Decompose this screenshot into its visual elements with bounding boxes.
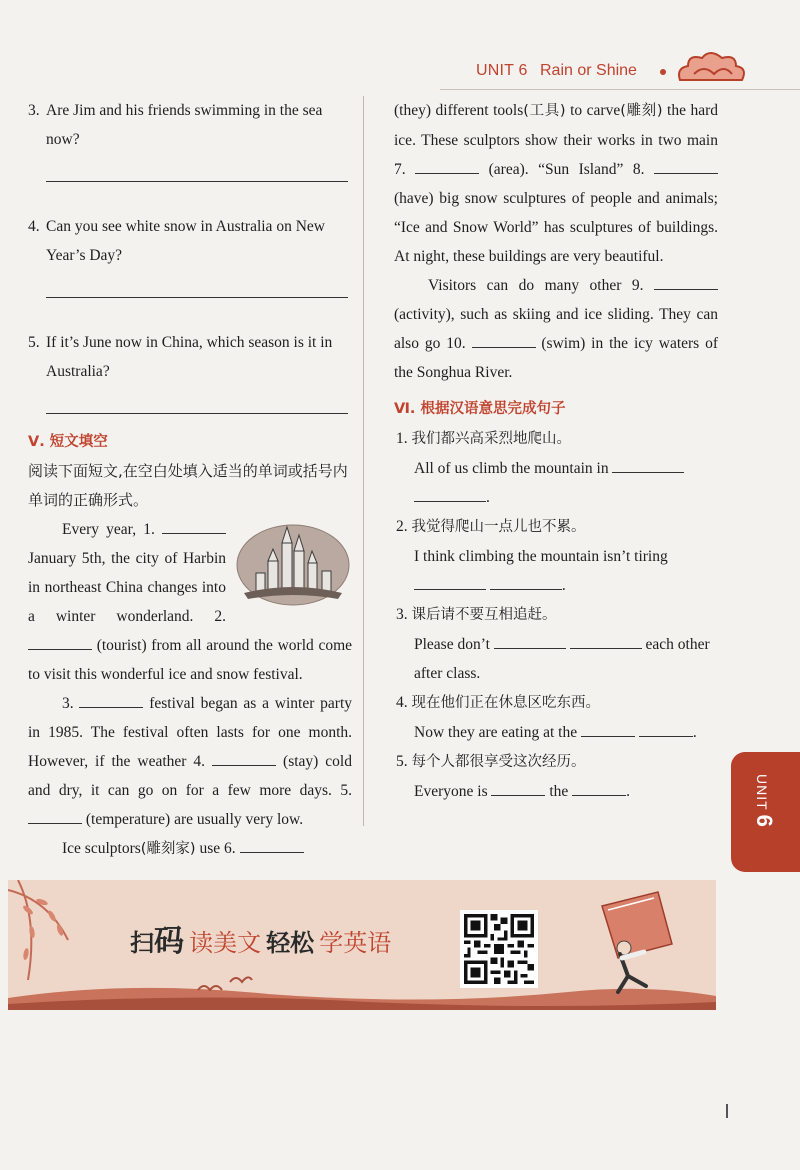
flying-reader-illustration: [588, 888, 684, 998]
blank[interactable]: [570, 634, 642, 649]
left-column: [28, 96, 352, 864]
question-text: Can you see white snow in Australia on New Year’s Day?: [46, 218, 325, 264]
unit-title: Rain or Shine: [540, 62, 637, 79]
passage-text: Ice sculptors: [62, 840, 141, 857]
passage-text: use 6.: [199, 840, 236, 857]
passage-paragraph-2: [28, 689, 352, 834]
side-tab-number: 6: [752, 814, 777, 827]
blank[interactable]: [639, 722, 693, 737]
item-english: .: [561, 577, 566, 594]
item-english: All of us climb the mountain in: [414, 460, 609, 477]
question-number: 5.: [28, 334, 40, 351]
slogan-word: 学英语: [319, 929, 392, 957]
passage-gloss: (雕刻): [620, 103, 663, 119]
slogan-word: 读美文: [189, 929, 262, 957]
blank-4[interactable]: [212, 751, 276, 766]
passage-text: festival began as a winter party in 1985. The festival often lasts for one month. However, if the weather 4.: [28, 695, 353, 770]
section-5-instruction: 阅读下面短文,在空白处填入适当的单词或括号内单词的正确形式。: [28, 462, 348, 509]
answer-line[interactable]: [46, 413, 348, 414]
item-english: Please don’t: [414, 636, 490, 653]
column-divider: [363, 96, 364, 826]
question-text: Are Jim and his friends swimming in the sea now?: [46, 102, 323, 148]
translation-item-3: [394, 600, 718, 688]
item-chinese: 现在他们正在休息区吃东西。: [411, 695, 600, 711]
passage-text: (stay) cold and dry, it can go on for a few more days. 5.: [28, 753, 352, 799]
item-chinese: 课后请不要互相追赶。: [411, 607, 557, 623]
right-column: [394, 96, 718, 806]
question-5: [28, 328, 352, 386]
qr-code-icon: [464, 914, 534, 984]
item-chinese: 每个人都很享受这次经历。: [411, 754, 586, 770]
passage-text: (have) big snow sculptures of people and animals; “Ice and Snow World” has sculptures of buildings. At night, these buildings are very beautiful.: [394, 190, 718, 265]
question-number: 4.: [28, 218, 40, 235]
section-6-heading: Ⅵ. 根据汉语意思完成句子: [394, 401, 566, 417]
side-tab-unit: UNIT: [754, 774, 770, 811]
item-english: .: [626, 783, 631, 800]
item-english: I think climbing the mountain isn’t tiring: [414, 548, 668, 565]
blank-2[interactable]: [28, 635, 92, 650]
blank[interactable]: [414, 487, 486, 502]
slogan-word: 扫: [130, 929, 154, 957]
question-number: 3.: [28, 102, 40, 119]
unit-label: UNIT 6: [476, 62, 528, 79]
slogan-word: 轻松: [266, 929, 315, 957]
blank[interactable]: [491, 781, 545, 796]
passage-paragraph-1: [28, 515, 352, 689]
item-english: the: [549, 783, 569, 800]
blank-9[interactable]: [654, 275, 718, 290]
side-tab-label: [751, 774, 777, 827]
item-chinese: 我们都兴高采烈地爬山。: [411, 431, 571, 447]
passage-paragraph-3-cont: [394, 96, 718, 271]
answer-line[interactable]: [46, 297, 348, 298]
item-english: each other after class.: [414, 636, 710, 682]
section-5-heading: Ⅴ. 短文填空: [28, 434, 108, 450]
item-number: 2.: [396, 518, 408, 535]
passage-gloss: (工具): [523, 103, 566, 119]
passage-text: 3.: [62, 695, 74, 712]
slogan-word: 码: [154, 924, 184, 959]
blank[interactable]: [572, 781, 626, 796]
blank-8[interactable]: [654, 159, 718, 174]
item-chinese: 我觉得爬山一点儿也不累。: [411, 519, 586, 535]
passage-text: Visitors can do many other 9.: [428, 277, 644, 294]
passage-paragraph-4: [394, 271, 718, 387]
passage-text: January 5th, the city of Harbin in northeast China changes into a winter wonderland. 2.: [28, 550, 226, 625]
item-number: 1.: [396, 430, 408, 447]
passage-paragraph-3: [28, 834, 352, 864]
passage-text: (swim) in the icy waters of the Songhua River.: [394, 335, 719, 381]
blank[interactable]: [490, 575, 562, 590]
birds-icon: [194, 972, 254, 1002]
cloud-emblem-icon: [674, 50, 748, 88]
passage-text: Every year, 1.: [62, 521, 155, 538]
page-header: [440, 56, 800, 90]
blank[interactable]: [494, 634, 566, 649]
passage-text: (temperature) are usually very low.: [85, 811, 304, 828]
header-dot: [660, 69, 666, 75]
item-number: 4.: [396, 694, 408, 711]
passage-text: (tourist) from all around the world come to visit this wonderful ice and snow festival.: [28, 637, 353, 683]
blank-6[interactable]: [240, 838, 304, 853]
item-english: Now they are eating at the: [414, 724, 578, 741]
question-4: [28, 212, 352, 270]
passage-text: the hard ice. These sculptors show their works in two main 7.: [394, 102, 719, 178]
question-3: [28, 96, 352, 154]
item-number: 5.: [396, 753, 408, 770]
qr-code[interactable]: [460, 910, 538, 988]
translation-item-5: [394, 747, 718, 806]
item-english: .: [486, 489, 490, 506]
page-edge-mark: [726, 1104, 728, 1118]
blank[interactable]: [414, 575, 486, 590]
translation-item-2: [394, 512, 718, 600]
passage-text: to carve: [570, 102, 621, 119]
ice-castle-illustration: [234, 521, 352, 607]
blank-10[interactable]: [472, 333, 536, 348]
blank-3[interactable]: [79, 693, 143, 708]
passage-gloss: (雕刻家): [140, 841, 196, 857]
translation-item-1: [394, 424, 718, 512]
blank[interactable]: [612, 458, 684, 473]
passage-text: (area). “Sun Island” 8.: [488, 161, 645, 178]
blank-1[interactable]: [162, 519, 226, 534]
banner-slogan: [130, 916, 391, 960]
item-number: 3.: [396, 606, 408, 623]
blank[interactable]: [581, 722, 635, 737]
unit-side-tab[interactable]: [731, 752, 800, 872]
blank-5[interactable]: [28, 809, 82, 824]
item-english: .: [692, 724, 697, 741]
question-text: If it’s June now in China, which season is it in Australia?: [46, 334, 333, 380]
answer-line[interactable]: [46, 181, 348, 182]
passage-text: (they) different tools: [394, 102, 524, 119]
item-english: Everyone is: [414, 783, 488, 800]
blank-7[interactable]: [415, 159, 479, 174]
qr-promo-banner: [8, 880, 716, 1010]
passage-text: (activity), such as skiing and ice sliding. They can also go 10.: [394, 306, 718, 352]
translation-item-4: [394, 688, 718, 747]
